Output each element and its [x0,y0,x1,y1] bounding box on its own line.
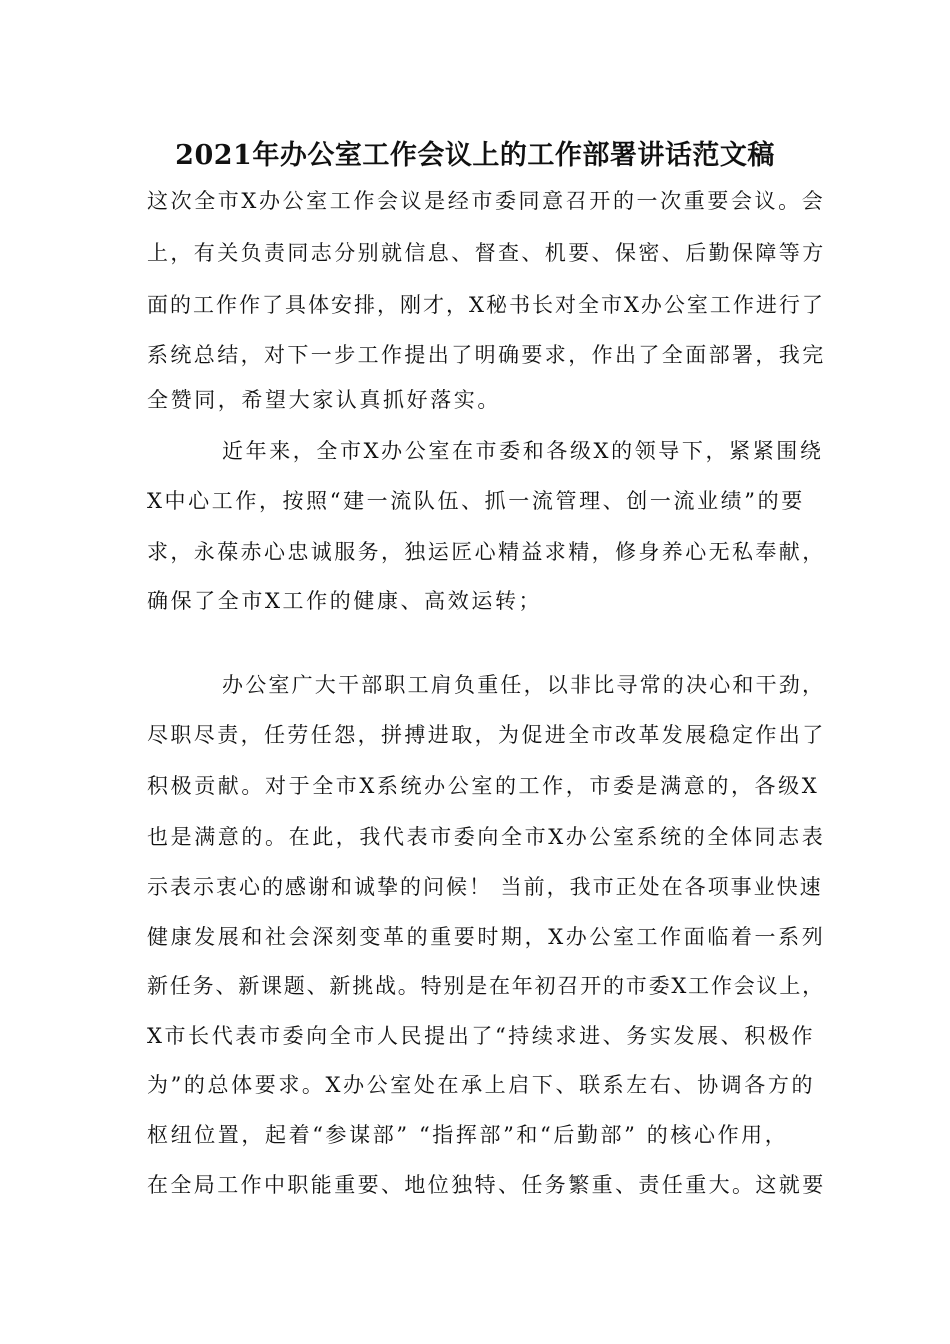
body-line: 也是满意的。在此，我代表市委向全市X办公室系统的全体同志表 [147,825,826,849]
body-line: 近年来，全市X办公室在市委和各级X的领导下，紧紧围绕 [222,439,824,463]
body-line: 办公室广大干部职工肩负重任，以非比寻常的决心和干劲， [222,673,826,697]
body-line: 确保了全市X工作的健康、高效运转； [147,589,543,613]
body-line: 这次全市X办公室工作会议是经市委同意召开的一次重要会议。会 [147,189,826,213]
body-line: 为”的总体要求。X办公室处在承上启下、联系左右、协调各方的 [147,1073,816,1097]
body-line: 尽职尽责，任劳任怨，拼搏进取，为促进全市改革发展稳定作出了 [147,723,826,747]
body-line: 示表示衷心的感谢和诚挚的问候！ 当前，我市正处在各项事业快速 [147,875,823,899]
body-line: 健康发展和社会深刻变革的重要时期，X办公室工作面临着一系列 [147,925,826,949]
body-line: 全赞同，希望大家认真抓好落实。 [147,388,501,412]
body-line: 枢纽位置，起着“参谋部” “指挥部”和“后勤部” 的核心作用， [147,1123,789,1147]
body-line: 面的工作作了具体安排，刚才，X秘书长对全市X办公室工作进行了 [147,293,825,317]
body-line: 积极贡献。对于全市X系统办公室的工作，市委是满意的，各级X [147,774,820,798]
body-line: 新任务、新课题、新挑战。特别是在年初召开的市委X工作会议上， [147,974,825,998]
body-line: 求，永葆赤心忠诚服务，独运匠心精益求精，修身养心无私奉献， [147,540,826,564]
body-line: 上，有关负责同志分别就信息、督查、机要、保密、后勤保障等方 [147,241,826,265]
body-line: 在全局工作中职能重要、地位独特、任务繁重、责任重大。这就要 [147,1173,826,1197]
body-line: X中心工作，按照“建一流队伍、抓一流管理、创一流业绩”的要 [147,489,805,513]
body-line: 系统总结，对下一步工作提出了明确要求，作出了全面部署，我完 [147,343,826,367]
body-line: X市长代表市委向全市人民提出了“持续求进、务实发展、积极作 [147,1024,816,1048]
document-title: 2021年办公室工作会议上的工作部署讲话范文稿 [175,140,775,171]
